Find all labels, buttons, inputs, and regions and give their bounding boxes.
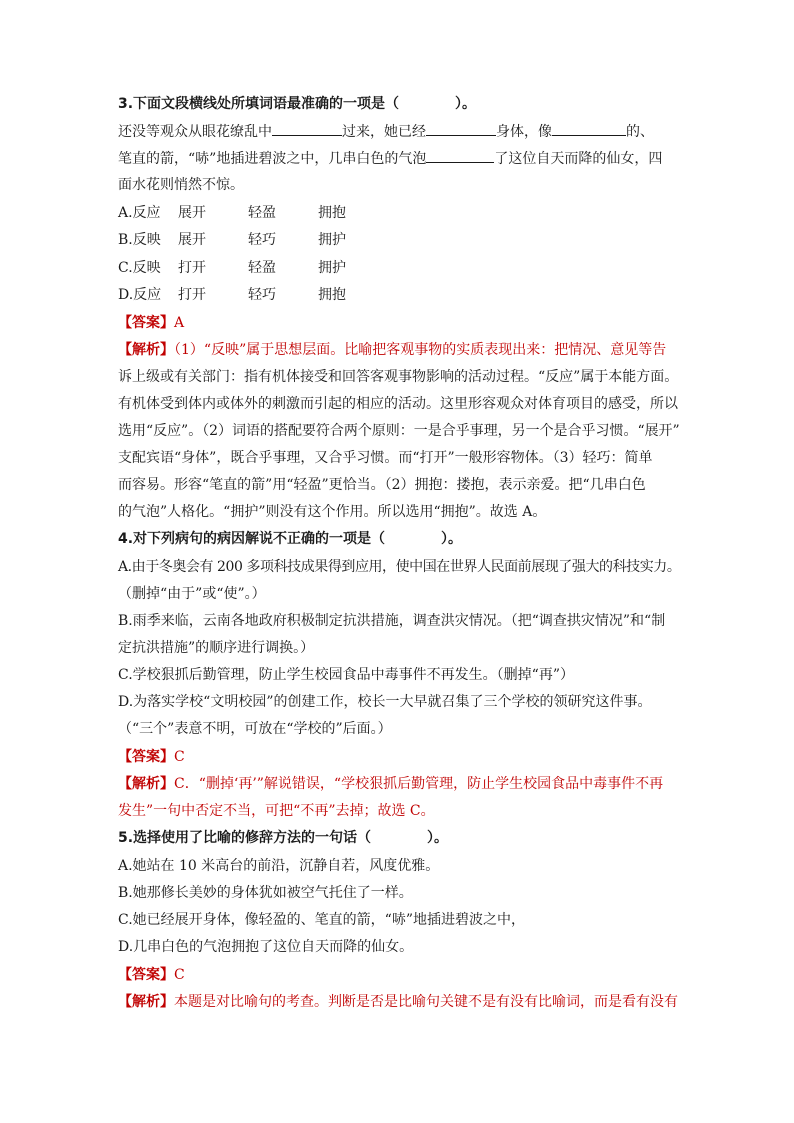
q3-analysis-line-2: 诉上级或有关部门：指有机体接受和回答客观事物影响的活动过程。“反应”属于本能方面。	[118, 369, 679, 385]
answer-blank	[426, 121, 496, 136]
q3-option-d: D.反应 打开 轻巧 拥抱	[118, 287, 346, 303]
q3-passage-line-1: 还没等观众从眼花缭乱中 过来，她已经 身体，像 的、	[118, 121, 654, 142]
q5-answer: 【答案】C	[118, 967, 185, 983]
q5-option-b: B.她那修长美妙的身体犹如被空气托住了一样。	[118, 885, 413, 901]
q3-analysis-line-6: 而容易。形容“笔直的箭”用“轻盈”更恰当。（2）拥抱：搂抱，表示亲爱。把“几串白色	[118, 477, 646, 493]
q4-line-4: 定抗洪措施”的顺序进行调换。）	[118, 640, 315, 656]
q3-option-a: A.反应 展开 轻盈 拥抱	[118, 205, 346, 221]
question-5-title: 5.选择使用了比喻的修辞方法的一句话（ ）。	[118, 830, 449, 846]
answer-blank	[426, 148, 494, 163]
question-4-title: 4.对下列病句的病因解说不正确的一项是（ ）。	[118, 531, 463, 547]
q4-line-5: C.学校狠抓后勤管理，防止学生校园食品中毒事件不再发生。（删掉“再”）	[118, 667, 574, 683]
q5-option-c: C.她已经展开身体，像轻盈的、笔直的箭，“哧”地插进碧波之中，	[118, 912, 525, 928]
q5-option-a: A.她站在 10 米高台的前沿，沉静自若，风度优雅。	[118, 858, 440, 874]
q4-analysis-line-1: 【解析】C．“删掉‘再’”解说错误，“学校狠抓后勤管理，防止学生校园食品中毒事件不再	[118, 776, 664, 792]
q3-analysis-line-5: 支配宾语“身体”，既合乎事理，又合乎习惯。而“打开”一般形容物体。（3）轻巧：简单	[118, 450, 653, 466]
q3-analysis-line-3: 有机体受到体内或体外的刺激而引起的相应的活动。这里形容观众对体育项目的感受，所以	[118, 396, 678, 412]
q5-analysis-line-1: 【解析】本题是对比喻句的考查。判断是否是比喻句关键不是有没有比喻词，而是看有没有	[118, 994, 678, 1010]
q3-option-b: B.反映 展开 轻巧 拥护	[118, 232, 346, 248]
q3-passage-line-3: 面水花则悄然不惊。	[118, 177, 244, 193]
q4-line-1: A.由于冬奥会有 200 多项科技成果得到应用，使中国在世界人民面前展现了强大的科技实力。	[118, 559, 681, 575]
q4-line-7: （“三个”表意不明，可放在“学校的”后面。）	[118, 721, 392, 737]
question-3-title: 3.下面文段横线处所填词语最准确的一项是（ ）。	[118, 96, 477, 112]
q3-answer: 【答案】A	[118, 315, 185, 331]
q4-line-2: （删掉“由于”或“使”。）	[118, 586, 266, 602]
answer-blank	[552, 121, 626, 136]
answer-blank	[272, 121, 342, 136]
q3-option-c: C.反映 打开 轻盈 拥护	[118, 260, 346, 276]
q3-analysis-line-4: 选用“反应”。（2）词语的搭配要符合两个原则：一是合乎事理，另一个是合乎习惯。“展开”	[118, 423, 680, 439]
q4-analysis-line-2: 发生”一句中否定不当，可把“不再”去掉；故选 C。	[118, 803, 435, 819]
q4-answer: 【答案】C	[118, 749, 185, 765]
q4-line-3: B.雨季来临，云南各地政府积极制定抗洪措施，调查洪灾情况。（把“调查拱灾情况”和“制	[118, 613, 666, 629]
q3-passage-line-2: 笔直的箭，“哧”地插进碧波之中，几串白色的气泡 了这位自天而降的仙女，四	[118, 148, 662, 169]
q4-line-6: D.为落实学校“文明校园”的创建工作，校长一大早就召集了三个学校的领研究这件事。	[118, 694, 652, 710]
q5-option-d: D.几串白色的气泡拥抱了这位自天而降的仙女。	[118, 939, 414, 955]
q3-analysis-line-7: 的气泡”人格化。“拥护”则没有这个作用。所以选用“拥抱”。故选 A。	[118, 504, 547, 520]
q3-analysis-line-1: 【解析】（1）“反映”属于思想层面。比喻把客观事物的实质表现出来：把情况、意见等告	[118, 342, 667, 358]
